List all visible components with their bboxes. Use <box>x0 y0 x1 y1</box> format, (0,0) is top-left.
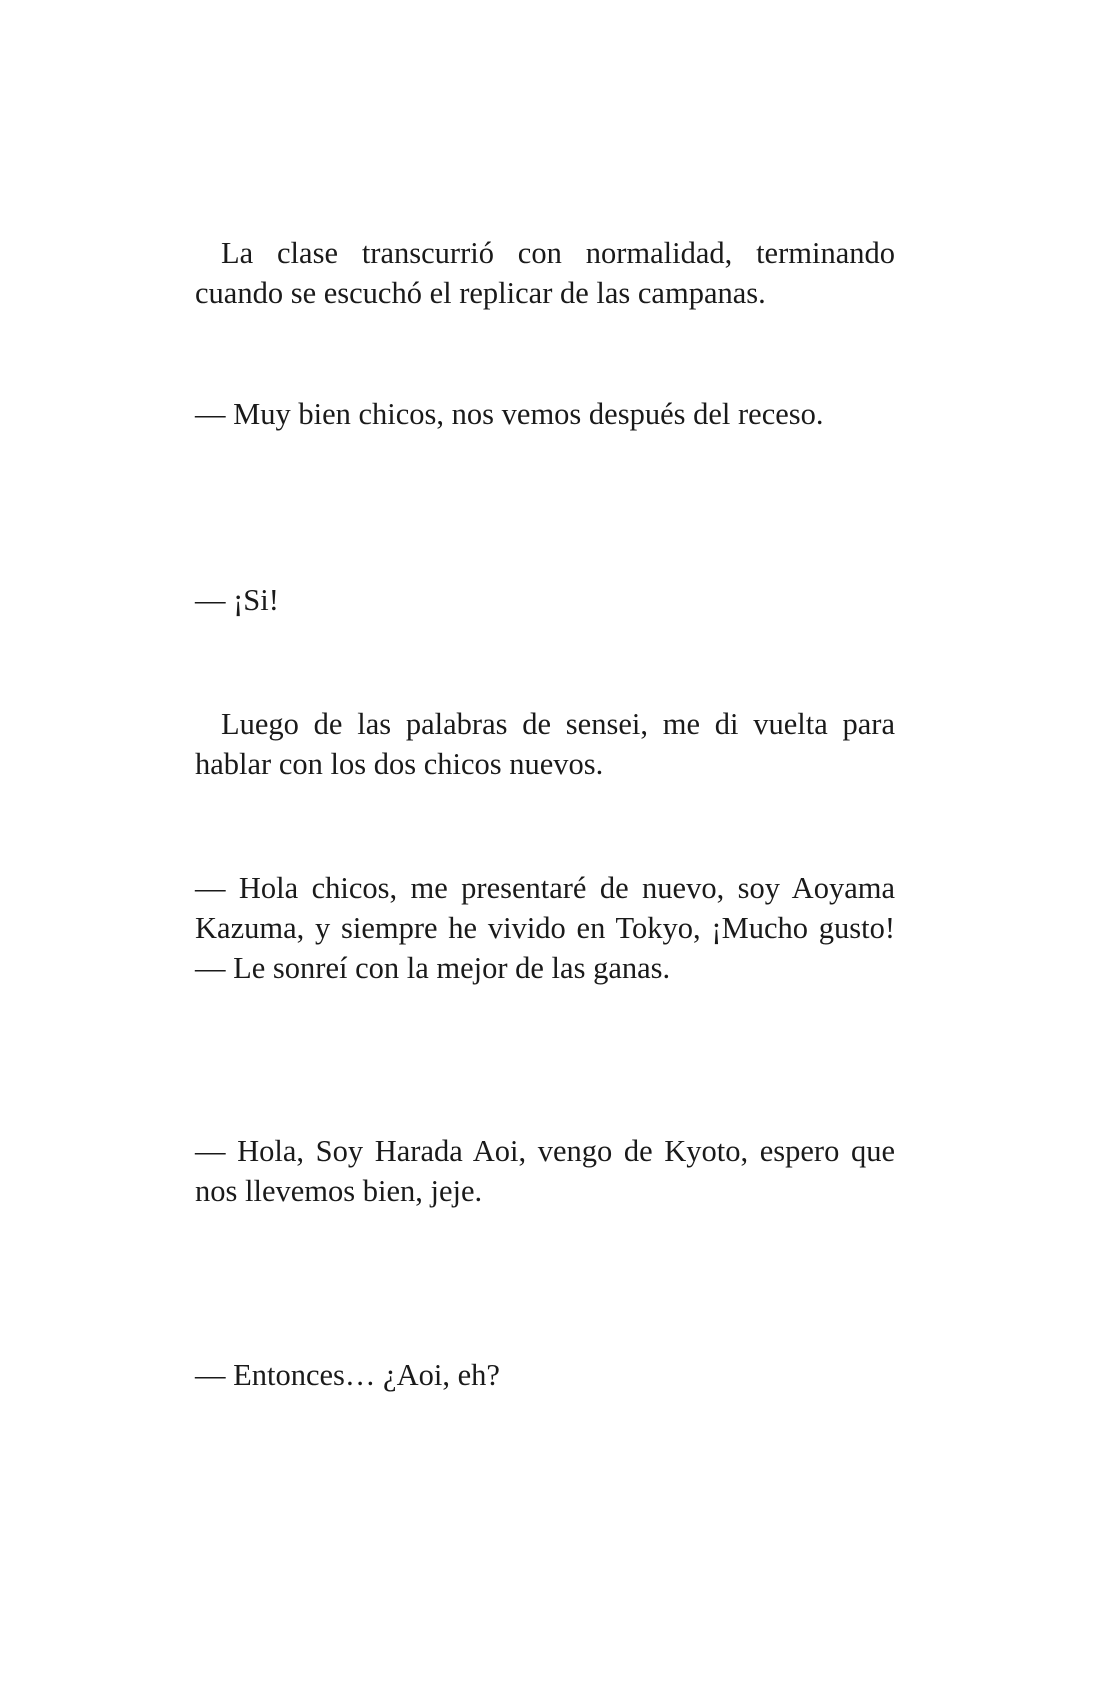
paragraph-dialogue-4: — Hola, Soy Harada Aoi, vengo de Kyoto, espero que nos llevemos bien, jeje. <box>195 1134 895 1208</box>
paragraph-narration-2: Luego de las palabras de sensei, me di vuelta para hablar con los dos chicos nuevos. <box>195 707 895 781</box>
paragraph-dialogue-3: — Hola chicos, me presentaré de nuevo, soy Aoyama Kazuma, y siempre he vivido en Tokyo, ¡Mucho gusto! — Le sonreí con la mejor de las ganas. <box>195 871 895 985</box>
paragraph-dialogue-5: — Entonces… ¿Aoi, eh? <box>195 1358 500 1392</box>
paragraph-dialogue-2: — ¡Si! <box>195 583 279 617</box>
paragraph-narration-1: La clase transcurrió con normalidad, terminando cuando se escuchó el replicar de las campanas. <box>195 236 895 310</box>
paragraph-dialogue-1: — Muy bien chicos, nos vemos después del receso. <box>195 397 824 431</box>
